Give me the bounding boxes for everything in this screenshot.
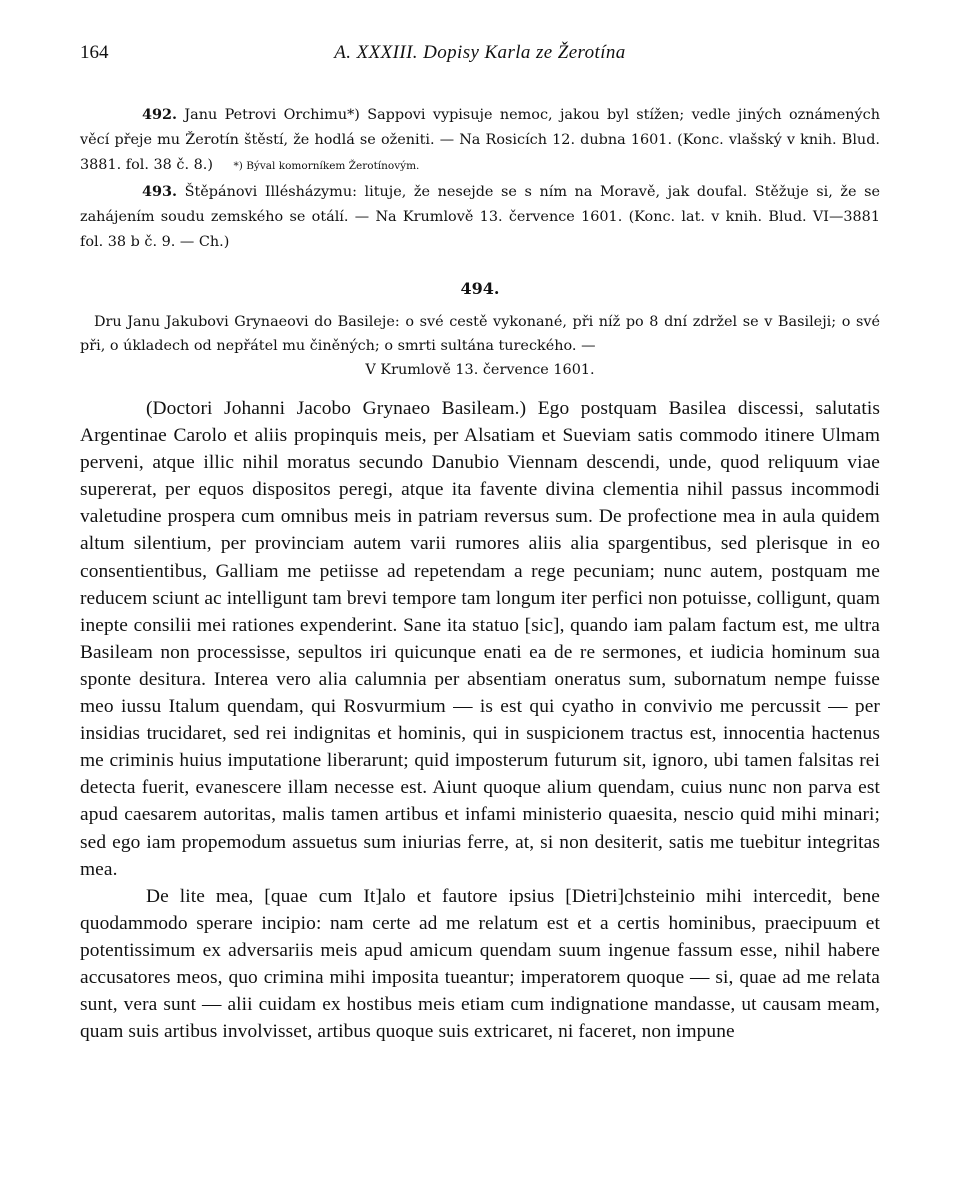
letter-heading	[80, 310, 880, 382]
page-number: 164	[80, 42, 109, 63]
summary-entry	[80, 179, 880, 255]
letter-body	[80, 395, 880, 1045]
summary-text: Štěpánovi Illésházymu: lituje, že nesejde se s ním na Moravě, jak doufal. Stěžuje si, že se zahájením soudu zemského se otálí. — Na Krumlově 13. července 1601. (Konc. lat. v knih. Blud. VI—3881 fol. 38 b č. 9. — Ch.)	[80, 184, 881, 250]
body-paragraph: (Doctori Johanni Jacobo Grynaeo Basileam.) Ego postquam Basilea discessi, salutatis Argentinae Carolo et aliis propinquis meis, per Alsatiam et Sueviam satis commodo itinere Ulmam perveni, atque illic nihil moratus secundo Danubio Viennam descendi, unde, quod reliquum viae supererat, per equos dispositos peregi, atque ita favente divina clementia nihil passus incommodi valetudine prospera cum omnibus meis in patriam reversus sum. De profectione mea in aula quidem altum silentium, per provinciam autem varii rumores aliis alia spargentibus, sed plerisque in eo consentientibus, Galliam me petiisse ad repetendam a rege pecuniam; nunc autem, postquam me reducem sciunt ac intelligunt tam brevi tempore tam longum iter perfici non potuisse, colligunt, quam inepte consilii mei rationes expenderint. Sane ita statuo [sic], quando iam palam factum est, me ultra Basileam non processisse, sepultos iri quicunque enati ea de re sermones, et iudicia hominum sua sponte desitura. Interea vero alia calumnia per absentiam oneratus sum, subornatum nempe fuisse meo iussu Italum quendam, qui Rosvurmium — is est qui cyatho in convivio me percussit — per insidias trucidaret, sed rei indignitas et hominis, qui in suspicionem tractus est, innocentia hactenus me criminis huius imputatione liberarunt; quid imposterum futurum sit, ignoro, ubi tamen falsitas rei detecta fuerit, evanescere illam necesse est. Aiunt quoque alium quendam, cuius nunc non parva est apud caesarem autoritas, malis tamen artibus et infami ministerio quaesita, nescio quid mihi minari; sed ego iam propemodum assuetus sum iniurias ferre, at, si non desiterit, satis me tuebitur integritas mea.	[80, 398, 880, 880]
running-head: A. XXXIII. Dopisy Karla ze Žerotína	[334, 42, 626, 63]
entry-number: 492.	[142, 106, 178, 123]
body-paragraph: De lite mea, [quae cum It]alo et fautore ipsius [Dietri]chsteinio mihi intercedit, bene quodammodo sperare incipio: nam certe ad me relatum est et a certis hominibus, praecipuum et potentissimum ex adversariis meis apud amicum quendam suum ingenue fassum esse, nihil habere accusatores meos, quo crimina mihi imposita tueantur; imperatorem quoque — si, quae ad me relata sunt, vera sunt — alii cuidam ex hostibus meis etiam cum indignatione mandasse, ut causam meam, quam suis artibus involvisset, artibus quoque suis extricaret, ni faceret, non impune	[80, 885, 880, 1043]
summary-entry	[80, 102, 880, 179]
letter-heading-text: Dru Janu Jakubovi Grynaeovi do Basileje: o své cestě vykonané, při níž po 8 dní zdržel se v Basileji; o své při, o úkladech od nepřátel mu činěných; o smrti sultána tureckého. —	[80, 314, 880, 354]
entry-number: 493.	[142, 183, 178, 200]
letter-number: 494.	[460, 279, 500, 298]
footnote: *) Býval komorníkem Žerotínovým.	[233, 160, 420, 172]
page-header	[80, 42, 880, 70]
summary-text: Janu Petrovi Orchimu*) Sappovi vypisuje nemoc, jakou byl stížen; vedle jiných oznámených věcí přeje mu Žerotín štěstí, že hodlá se oženiti. — Na Rosicích 12. dubna 1601. (Konc. vlašský v knih. Blud. 3881. fol. 38 č. 8.)	[80, 107, 880, 173]
letter-date: V Krumlově 13. července 1601.	[365, 362, 595, 378]
letter-summaries	[80, 102, 880, 255]
